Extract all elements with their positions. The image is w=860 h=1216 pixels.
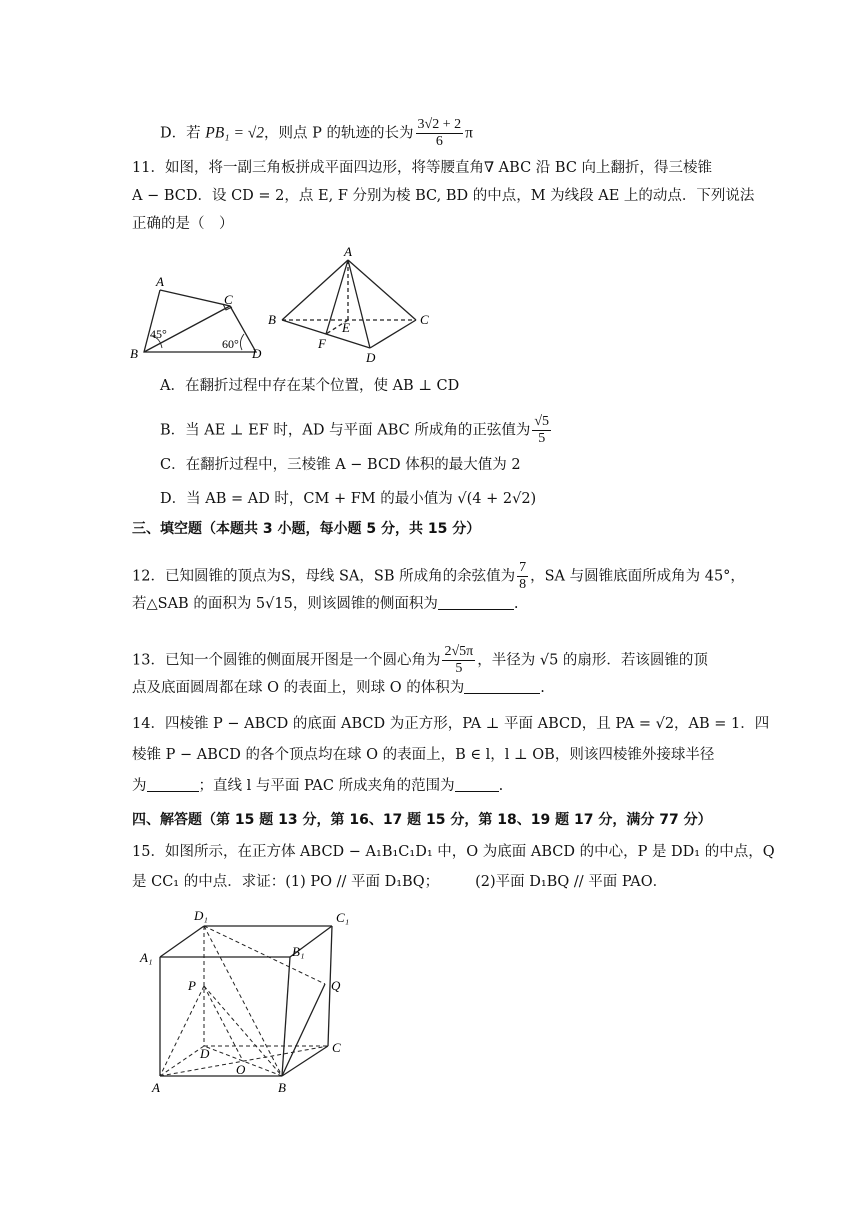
q14-line1: 14．四棱锥 P − ABCD 的底面 ABCD 为正方形，PA ⊥ 平面 ABCD，且 PA = √2，AB = 1．四: [132, 716, 770, 732]
q12-answer-blank[interactable]: [438, 595, 514, 610]
q11-right-label-b: B: [268, 312, 276, 327]
section-4-heading: 四、解答题（第 15 题 13 分，第 16、17 题 15 分，第 18、19 题 17 分，满分 77 分）: [132, 812, 712, 828]
q15-line1: 15．如图所示，在正方体 ABCD − A₁B₁C₁D₁ 中，O 为底面 ABCD 的中心，P 是 DD₁ 的中点，Q: [132, 844, 775, 860]
q15-label-b: B: [278, 1080, 286, 1095]
q15-label-d1: D₁: [194, 908, 208, 923]
q15-label-b1: B₁: [292, 944, 305, 959]
q11-left-label-b: B: [130, 346, 138, 361]
q11-stem-line2: A − BCD．设 CD = 2，点 E, F 分别为棱 BC, BD 的中点，M 为线段 AE 上的动点．下列说法: [132, 188, 755, 204]
q14-line2: 棱锥 P − ABCD 的各个顶点均在球 O 的表面上，B ∈ l，l ⊥ OB，则该四棱锥外接球半径: [132, 747, 715, 763]
q15-label-c1: C₁: [336, 910, 350, 925]
q11-right-label-e: E: [342, 320, 350, 335]
q11-right-label-c: C: [420, 312, 429, 327]
q12-line2: 若△SAB 的面积为 5√15，则该圆锥的侧面积为 .: [132, 596, 519, 612]
q13-fraction: $\frac{2√5\pi}{5}$: [444, 644, 474, 676]
q15-line2: 是 CC₁ 的中点．求证：(1) PO // 平面 D₁BQ； (2)平面 D₁BQ // 平面 PAO．: [132, 874, 668, 890]
q11-stem-line3: 正确的是（ ）: [132, 216, 234, 232]
q11-option-a: A．在翻折过程中存在某个位置，使 AB ⊥ CD: [160, 378, 460, 394]
q13-line1: 13．已知一个圆锥的侧面展开图是一个圆心角为 $\frac{2√5\pi}{5}$ ，半径为 √5 的扇形．若该圆锥的顶: [132, 644, 708, 676]
q11-right-label-f: F: [318, 336, 326, 351]
q11-angle-45: 45°: [150, 327, 167, 341]
q12-fraction: $\frac{7}{8}$: [519, 560, 527, 592]
q14-angle-range-blank[interactable]: [455, 777, 499, 792]
q11-option-c: C．在翻折过程中，三棱锥 A − BCD 体积的最大值为 2: [160, 457, 521, 473]
q11-figure: [126, 242, 446, 364]
q11-angle-60: 60°: [222, 337, 239, 351]
q11-left-label-d: D: [252, 346, 262, 361]
q11-right-label-d: D: [366, 350, 376, 364]
q11-stem-line1: 11．如图，将一副三角板拼成平面四边形，将等腰直角∇ ABC 沿 BC 向上翻折，得三棱锥: [132, 160, 713, 176]
q11-quadrilateral: [144, 290, 256, 352]
q15-label-o: O: [236, 1062, 246, 1077]
q15-label-a: A: [152, 1080, 160, 1095]
q11-left-label-a: A: [156, 274, 164, 289]
q14-radius-blank[interactable]: [147, 777, 199, 792]
q15-label-a1: A₁: [140, 950, 153, 965]
q13-answer-blank[interactable]: [464, 679, 540, 694]
q11-option-b: B．当 AE ⊥ EF 时，AD 与平面 ABC 所成角的正弦值为 $\frac{√5}{5}$: [160, 414, 550, 446]
q11-option-d: D．当 AB = AD 时，CM + FM 的最小值为 √(4 + 2√2): [160, 491, 537, 507]
q15-label-c: C: [332, 1040, 341, 1055]
section-3-heading: 三、填空题（本题共 3 小题，每小题 5 分，共 15 分）: [132, 521, 481, 537]
q11-right-label-a: A: [344, 244, 352, 259]
q11-left-label-c: C: [224, 292, 233, 307]
q15-label-d: D: [200, 1046, 210, 1061]
q15-cube-figure: [130, 900, 370, 1100]
q10-option-d: D．若 PB₁ = √2，则点 P 的轨迹的长为 $\frac{3√2 + 2}{6}$ π: [160, 117, 473, 149]
q15-cube-solid-edges: [160, 926, 332, 1076]
q14-line3: 为 ；直线 l 与平面 PAC 所成夹角的范围为 .: [132, 778, 504, 794]
q15-label-p: P: [188, 978, 196, 993]
q12-line1: 12．已知圆锥的顶点为S，母线 SA，SB 所成角的余弦值为 $\frac{7}{8}$ ，SA 与圆锥底面所成角为 45°，: [132, 560, 745, 592]
q11-option-b-fraction: $\frac{√5}{5}$: [534, 414, 550, 446]
q15-label-q: Q: [331, 978, 341, 993]
q13-line2: 点及底面圆周都在球 O 的表面上，则球 O 的体积为 .: [132, 680, 545, 696]
q10-fraction: $\frac{3√2 + 2}{6}$: [417, 117, 462, 149]
